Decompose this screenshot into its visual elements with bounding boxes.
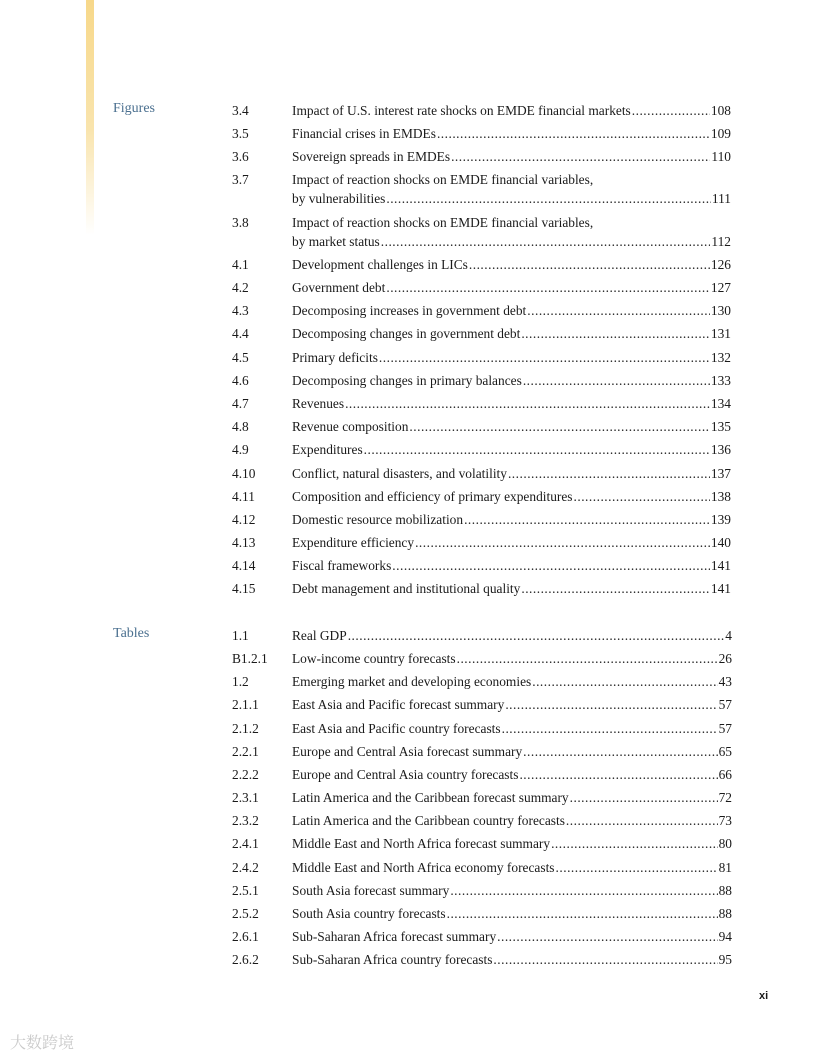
entry-line bbox=[292, 533, 731, 552]
leader-dots bbox=[409, 417, 710, 436]
leader-dots bbox=[574, 487, 710, 506]
entry-number: 2.1.2 bbox=[232, 721, 259, 736]
entry-number: 4.8 bbox=[232, 419, 249, 434]
entry-page-number: 112 bbox=[711, 234, 731, 249]
entry-page-number: 94 bbox=[718, 929, 732, 944]
entry-number: 2.6.1 bbox=[232, 929, 259, 944]
leader-dots bbox=[451, 147, 710, 166]
leader-dots bbox=[551, 834, 718, 853]
entry-title: Low-income country forecasts bbox=[292, 651, 456, 666]
leader-dots bbox=[457, 649, 718, 668]
leader-dots bbox=[364, 440, 710, 459]
leader-dots bbox=[381, 232, 711, 251]
entry-title: by market status bbox=[292, 234, 380, 249]
leader-dots bbox=[497, 927, 717, 946]
entry-title: Sovereign spreads in EMDEs bbox=[292, 149, 451, 164]
leader-dots bbox=[447, 904, 718, 923]
entry-number: 3.6 bbox=[232, 149, 249, 164]
entry-page-number: 72 bbox=[718, 790, 732, 805]
entry-page-number: 131 bbox=[710, 326, 731, 341]
entry-line bbox=[292, 556, 731, 575]
entry-title: Development challenges in LICs bbox=[292, 257, 468, 272]
leader-dots bbox=[392, 556, 710, 575]
entry-number: 2.6.2 bbox=[232, 952, 259, 967]
entry-line bbox=[292, 695, 732, 714]
entry-title: Sub-Saharan Africa forecast summary bbox=[292, 929, 497, 944]
entry-page-number: 73 bbox=[718, 813, 732, 828]
entry-number: 4.4 bbox=[232, 326, 249, 341]
entry-number: 4.10 bbox=[232, 466, 256, 481]
entry-page-number: 141 bbox=[710, 581, 731, 596]
entry-page-number: 80 bbox=[718, 836, 732, 851]
leader-dots bbox=[527, 301, 710, 320]
leader-dots bbox=[386, 278, 710, 297]
entry-page-number: 111 bbox=[711, 191, 731, 206]
entry-line bbox=[292, 742, 732, 761]
entry-number: 2.3.2 bbox=[232, 813, 259, 828]
entry-number: 3.7 bbox=[232, 172, 249, 187]
entry-number: 2.4.2 bbox=[232, 860, 259, 875]
entry-page-number: 57 bbox=[718, 697, 732, 712]
entry-line bbox=[292, 371, 731, 390]
entry-number: 4.15 bbox=[232, 581, 256, 596]
entry-page-number: 110 bbox=[711, 149, 731, 164]
entry-title: Domestic resource mobilization bbox=[292, 512, 464, 527]
entry-title: Primary deficits bbox=[292, 350, 378, 365]
entry-line bbox=[292, 927, 732, 946]
entry-title: East Asia and Pacific country forecasts bbox=[292, 721, 501, 736]
entry-number: 2.3.1 bbox=[232, 790, 259, 805]
entry-title: Expenditures bbox=[292, 442, 363, 457]
entry-number: 4.11 bbox=[232, 489, 255, 504]
watermark-logo: 大数跨境 bbox=[10, 1033, 75, 1052]
leader-dots bbox=[632, 101, 710, 120]
leader-dots bbox=[566, 811, 718, 830]
entry-line bbox=[292, 672, 732, 691]
entry-line bbox=[292, 348, 731, 367]
entry-page-number: 134 bbox=[710, 396, 731, 411]
leader-dots bbox=[348, 626, 725, 645]
leader-dots bbox=[379, 348, 710, 367]
entry-number: 1.2 bbox=[232, 674, 249, 689]
leader-dots bbox=[532, 672, 717, 691]
entry-page-number: 140 bbox=[710, 535, 731, 550]
leader-dots bbox=[556, 858, 718, 877]
entry-line bbox=[292, 487, 731, 506]
entry-title-line: Impact of reaction shocks on EMDE financial variables, bbox=[292, 215, 594, 230]
entry-page-number: 81 bbox=[718, 860, 732, 875]
entry-number: 3.5 bbox=[232, 126, 249, 141]
entry-page-number: 88 bbox=[718, 883, 732, 898]
entry-page-number: 4 bbox=[725, 628, 732, 643]
entry-title: Sub-Saharan Africa country forecasts bbox=[292, 952, 493, 967]
entry-number: 4.3 bbox=[232, 303, 249, 318]
entry-title: Debt management and institutional quality bbox=[292, 581, 521, 596]
entry-title: South Asia country forecasts bbox=[292, 906, 446, 921]
entry-title: Middle East and North Africa economy forecasts bbox=[292, 860, 555, 875]
entry-number: 4.14 bbox=[232, 558, 256, 573]
decorative-gold-bar bbox=[86, 0, 94, 235]
leader-dots bbox=[386, 189, 711, 208]
entry-line bbox=[292, 811, 732, 830]
entry-line bbox=[292, 101, 731, 120]
entry-title: Government debt bbox=[292, 280, 386, 295]
entry-page-number: 88 bbox=[718, 906, 732, 921]
entry-title: Decomposing changes in government debt bbox=[292, 326, 521, 341]
entry-title: by vulnerabilities bbox=[292, 191, 386, 206]
entry-line bbox=[292, 510, 731, 529]
entry-line bbox=[292, 124, 731, 143]
entry-title-line: Impact of reaction shocks on EMDE financial variables, bbox=[292, 172, 594, 187]
entry-number: 1.1 bbox=[232, 628, 249, 643]
leader-dots bbox=[469, 255, 710, 274]
entry-page-number: 126 bbox=[710, 257, 731, 272]
leader-dots bbox=[415, 533, 710, 552]
entry-page-number: 138 bbox=[710, 489, 731, 504]
entry-page-number: 130 bbox=[710, 303, 731, 318]
entry-line bbox=[292, 417, 731, 436]
entry-line bbox=[292, 255, 731, 274]
entry-number: 4.7 bbox=[232, 396, 249, 411]
entry-title: Revenue composition bbox=[292, 419, 409, 434]
leader-dots bbox=[521, 324, 710, 343]
entry-line bbox=[292, 464, 731, 483]
entry-number: 3.8 bbox=[232, 215, 249, 230]
entry-line bbox=[292, 301, 731, 320]
leader-dots bbox=[523, 371, 710, 390]
entry-page-number: 135 bbox=[710, 419, 731, 434]
entry-number: 4.1 bbox=[232, 257, 249, 272]
entry-page-number: 57 bbox=[718, 721, 732, 736]
entry-title: Europe and Central Asia forecast summary bbox=[292, 744, 523, 759]
entry-title: Impact of U.S. interest rate shocks on EMDE financial markets bbox=[292, 103, 631, 118]
entry-number: 2.2.1 bbox=[232, 744, 259, 759]
entry-line bbox=[292, 881, 732, 900]
entry-title: Latin America and the Caribbean forecast summary bbox=[292, 790, 569, 805]
entry-title: Revenues bbox=[292, 396, 345, 411]
entry-page-number: 127 bbox=[710, 280, 731, 295]
entry-title: Decomposing changes in primary balances bbox=[292, 373, 522, 388]
entry-number: 2.2.2 bbox=[232, 767, 259, 782]
page-number: xi bbox=[759, 990, 769, 1002]
entry-line bbox=[292, 904, 732, 923]
entry-line bbox=[292, 394, 731, 413]
entry-number: 4.6 bbox=[232, 373, 249, 388]
entry-line bbox=[292, 189, 731, 208]
entry-number: 2.5.1 bbox=[232, 883, 259, 898]
entry-page-number: 137 bbox=[710, 466, 731, 481]
entry-number: 4.12 bbox=[232, 512, 256, 527]
entry-line bbox=[292, 649, 732, 668]
entry-title: Decomposing increases in government debt bbox=[292, 303, 527, 318]
leader-dots bbox=[523, 742, 717, 761]
entry-title: Fiscal frameworks bbox=[292, 558, 392, 573]
entry-line bbox=[292, 950, 732, 969]
figures-heading: Figures bbox=[113, 101, 155, 116]
leader-dots bbox=[570, 788, 718, 807]
entry-number: 4.9 bbox=[232, 442, 249, 457]
entry-page-number: 66 bbox=[718, 767, 732, 782]
entry-page-number: 26 bbox=[718, 651, 732, 666]
leader-dots bbox=[437, 124, 710, 143]
entry-page-number: 109 bbox=[710, 126, 731, 141]
entry-line bbox=[292, 788, 732, 807]
leader-dots bbox=[493, 950, 717, 969]
entry-title: Emerging market and developing economies bbox=[292, 674, 532, 689]
entry-page-number: 133 bbox=[710, 373, 731, 388]
entry-line bbox=[292, 834, 732, 853]
entry-page-number: 136 bbox=[710, 442, 731, 457]
entry-title: South Asia forecast summary bbox=[292, 883, 450, 898]
entry-title: Europe and Central Asia country forecasts bbox=[292, 767, 519, 782]
entry-number: 4.5 bbox=[232, 350, 249, 365]
entry-line bbox=[292, 579, 731, 598]
entry-title: Real GDP bbox=[292, 628, 347, 643]
entry-page-number: 65 bbox=[718, 744, 732, 759]
entry-title: Middle East and North Africa forecast summary bbox=[292, 836, 551, 851]
entry-title: Latin America and the Caribbean country forecasts bbox=[292, 813, 565, 828]
entry-line bbox=[292, 440, 731, 459]
entry-number: B1.2.1 bbox=[232, 651, 268, 666]
entry-page-number: 95 bbox=[718, 952, 732, 967]
entry-line bbox=[292, 719, 732, 738]
entry-title: Conflict, natural disasters, and volatility bbox=[292, 466, 507, 481]
entry-line bbox=[292, 858, 732, 877]
leader-dots bbox=[505, 695, 717, 714]
entry-line bbox=[292, 278, 731, 297]
entry-line bbox=[292, 626, 732, 645]
leader-dots bbox=[464, 510, 710, 529]
leader-dots bbox=[345, 394, 710, 413]
entry-title: East Asia and Pacific forecast summary bbox=[292, 697, 505, 712]
entry-line bbox=[292, 232, 731, 251]
leader-dots bbox=[502, 719, 718, 738]
entry-number: 4.13 bbox=[232, 535, 256, 550]
entry-line bbox=[292, 147, 731, 166]
leader-dots bbox=[521, 579, 710, 598]
entry-title: Composition and efficiency of primary expenditures bbox=[292, 489, 573, 504]
entry-page-number: 43 bbox=[718, 674, 732, 689]
entry-number: 2.4.1 bbox=[232, 836, 259, 851]
leader-dots bbox=[450, 881, 717, 900]
entry-line bbox=[292, 324, 731, 343]
entry-page-number: 132 bbox=[710, 350, 731, 365]
entry-title: Expenditure efficiency bbox=[292, 535, 415, 550]
tables-heading: Tables bbox=[113, 626, 150, 641]
entry-number: 2.1.1 bbox=[232, 697, 259, 712]
entry-page-number: 108 bbox=[710, 103, 731, 118]
entry-number: 3.4 bbox=[232, 103, 249, 118]
entry-title: Financial crises in EMDEs bbox=[292, 126, 436, 141]
leader-dots bbox=[519, 765, 717, 784]
entry-page-number: 141 bbox=[710, 558, 731, 573]
entry-number: 4.2 bbox=[232, 280, 249, 295]
entry-page-number: 139 bbox=[710, 512, 731, 527]
entry-line bbox=[292, 765, 732, 784]
leader-dots bbox=[508, 464, 710, 483]
entry-number: 2.5.2 bbox=[232, 906, 259, 921]
